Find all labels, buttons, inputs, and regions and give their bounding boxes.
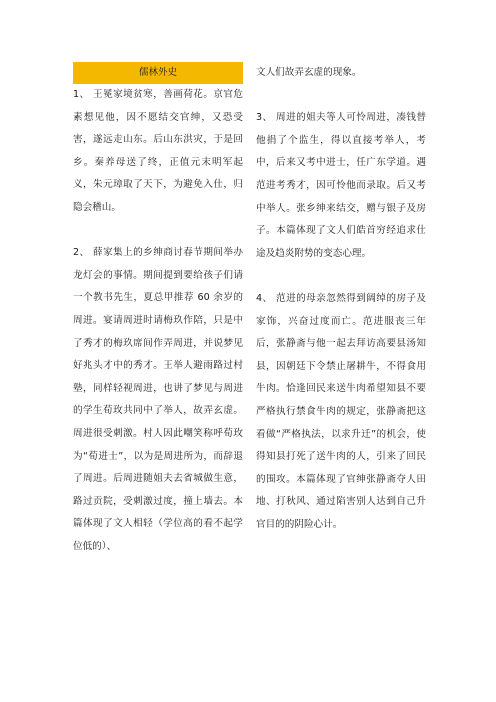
paragraph-1: 1、 王冕家境贫寒，善画荷花。京官危素想见他，因不愿结交官绅，又恐受害，遂远走山东。后山东洪灾，于是回乡。秦养母送了终，正值元末明军起义，朱元璋取了天下，为避免入仕，归隐会稽山。 bbox=[73, 89, 243, 213]
paragraph-gap bbox=[256, 265, 426, 288]
section-title bbox=[73, 62, 243, 84]
paragraph-4: 4、 范进的母亲忽然得到阔绰的房子及家饰，兴奋过度而亡。范进服丧三年后，张静斋与他一起去拜访高要县汤知县，因朝廷下令禁止屠耕牛，不得食用牛肉。恰逢回民来送牛肉希望知县不要严格执行禁食牛肉的规定，张静斋把这看做“严格执法，以求升迁”的机会，使得知县打死了送牛肉的人，引来了回民的围攻。本篇体现了官绅张静斋夺人田地、打秋风、通过陷害别人达到自己升官目的的阴险心计。 bbox=[256, 292, 426, 530]
right-column bbox=[256, 62, 426, 536]
paragraph-gap bbox=[73, 220, 243, 243]
section-title-text: 儒林外史 bbox=[138, 67, 177, 78]
left-column bbox=[73, 62, 243, 558]
paragraph-2: 2、 薛家集上的乡绅商讨春节期间举办龙灯会的事情。期间提到要给孩子们请一个教书先生，夏总甲推荐 60 余岁的周进。宴请周进时请梅玖作陪，只是中了秀才的梅玖席间作弄周进，并说梦见好兆头才中的秀才。王举人避雨路过村塾，同样轻视周进，也讲了梦见与周进的学生荀玫共同中了举人，故弄玄虚。周进很受刺激。村人因此嘲笑称呼荀玫为“荀进士”，以为是周进所为，而辞退了周进。后周进随姐夫去省城做生意，路过贡院，受刺激过度，撞上墙去。本篇体现了文人相轻（学位高的看不起学位低的）、 bbox=[73, 247, 243, 552]
paragraph-3: 3、 周进的姐夫等人可怜周进，凑钱替他捐了个监生，得以直接考举人，考中，后来又考中进士，任广东学道。遇范进考秀才，因可怜他而录取。后又考中举人。张乡绅来结交，赠与银子及房子。本篇体现了文人们皓首穷经追求仕途及趋炎附势的变态心理。 bbox=[256, 112, 426, 259]
paragraph-2-continued: 文人们故弄玄虚的现象。 bbox=[256, 67, 362, 78]
paragraph-gap bbox=[256, 85, 426, 108]
